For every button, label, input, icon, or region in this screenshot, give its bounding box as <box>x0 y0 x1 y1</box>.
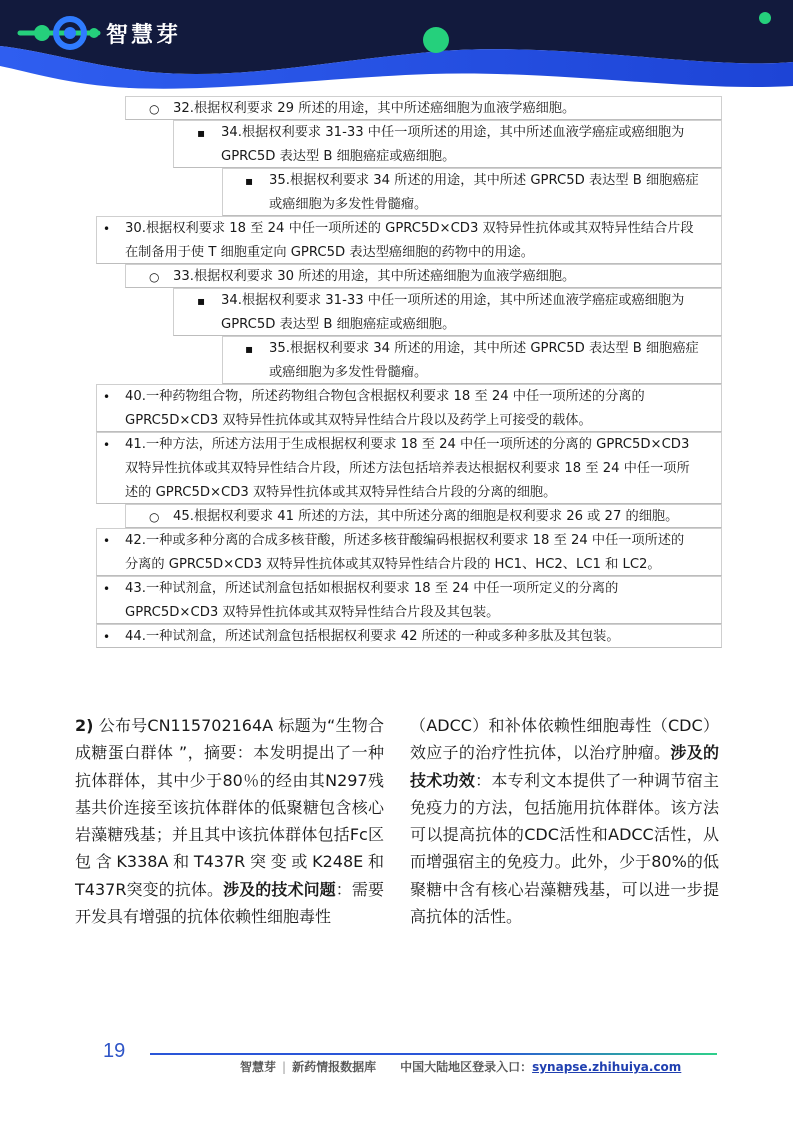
claim-bullet: • <box>103 222 111 236</box>
claim-text-line: 或癌细胞为多发性骨髓瘤。 <box>269 365 428 380</box>
claim-item <box>96 624 722 648</box>
claim-bullet: ▪ <box>245 174 254 188</box>
footer-entry-label: 中国大陆地区登录入口： <box>400 1060 533 1074</box>
claim-item <box>173 288 722 336</box>
claim-item <box>125 264 722 288</box>
effect-label: 涉及的技术功效 <box>410 743 719 790</box>
claim-bullet: ○ <box>149 510 160 524</box>
claim-item <box>96 216 722 264</box>
claim-bullet: ○ <box>149 102 160 116</box>
claim-text-line: 41.一种方法，所述方法用于生成根据权利要求 18 至 24 中任一项所述的分离的 GPRC5D×CD3 <box>125 437 690 452</box>
claim-text-line: 分离的 GPRC5D×CD3 双特异性抗体或其双特异性结合片段的 HC1、HC2、LC1 和 LC2。 <box>125 557 661 572</box>
problem-text: ：需要开发具有增强的抗体依赖性细胞毒性 <box>75 879 384 927</box>
claim-bullet: ▪ <box>197 126 206 140</box>
claim-text-line: 30.根据权利要求 18 至 24 中任一项所述的 GPRC5D×CD3 双特异性抗体或其双特异性结合片段 <box>125 221 694 236</box>
claim-text-line: 32.根据权利要求 29 所述的用途，其中所述癌细胞为血液学癌细胞。 <box>173 101 576 116</box>
page-header <box>0 0 793 92</box>
claim-bullet: ○ <box>149 270 160 284</box>
footer-link[interactable]: synapse.zhihuiya.com <box>532 1060 682 1074</box>
claim-item <box>96 432 722 504</box>
paragraph-number: 2) <box>75 716 94 735</box>
claim-text-line: 42.一种或多种分离的合成多核苷酸，所述多核苷酸编码根据权利要求 18 至 24 中任一项所述的 <box>125 533 685 548</box>
claim-text-line: 述的 GPRC5D×CD3 双特异性抗体或其双特异性结合片段的分离的细胞。 <box>125 485 557 500</box>
brand-name: 智慧芽 <box>106 23 182 48</box>
patent-abstract: 公布号CN115702164A 标题为“生物合成糖蛋白群体 ”，摘要：本发明提出了一种抗体群体，其中少于80％的经由其N297残基共价连接至该抗体群体的低聚糖包含核心岩藻糖残基；并且其中该抗体群体包括Fc区包含K338A和T437R突变或K248E和T437R突变的抗体。 <box>75 716 384 899</box>
claim-item <box>125 504 722 528</box>
claim-bullet: ▪ <box>197 294 206 308</box>
claim-bullet: • <box>103 438 111 452</box>
claim-text-line: 40.一种药物组合物，所述药物组合物包含根据权利要求 18 至 24 中任一项所述的分离的 <box>125 389 645 404</box>
effect-text: ：本专利文本提供了一种调节宿主免疫力的方法，包括施用抗体群体。该方法可以提高抗体的CDC活性和ADCC活性，从而增强宿主的免疫力。此外，少于80%的低聚糖中含有核心岩藻糖残基，可以进一步提高抗体的活性。 <box>410 770 719 927</box>
paragraph-left <box>75 712 384 930</box>
claim-item <box>173 120 722 168</box>
decor-dot-large <box>423 27 449 53</box>
claim-item <box>222 336 722 384</box>
paragraph-right <box>410 712 719 930</box>
claim-text-line: 35.根据权利要求 34 所述的用途，其中所述 GPRC5D 表达型 B 细胞癌症 <box>269 341 699 356</box>
claim-item <box>222 168 722 216</box>
claim-text-line: 33.根据权利要求 30 所述的用途，其中所述癌细胞为血液学癌细胞。 <box>173 269 576 284</box>
claim-text-line: GPRC5D 表达型 B 细胞癌症或癌细胞。 <box>221 317 456 332</box>
claim-text-line: GPRC5D×CD3 双特异性抗体或其双特异性结合片段及其包装。 <box>125 605 500 620</box>
claim-bullet: • <box>103 534 111 548</box>
footer-brand: 智慧芽 <box>240 1060 277 1074</box>
claim-text-line: 34.根据权利要求 31-33 中任一项所述的用途，其中所述血液学癌症或癌细胞为 <box>221 125 685 140</box>
footer-separator: | <box>282 1060 287 1074</box>
claim-item <box>96 528 722 576</box>
claim-text-line: 43.一种试剂盒，所述试剂盒包括如根据权利要求 18 至 24 中任一项所定义的分离的 <box>125 581 619 596</box>
footer-product: 新药情报数据库 <box>292 1060 377 1074</box>
decor-dot-small <box>759 12 771 24</box>
claim-bullet: • <box>103 390 111 404</box>
claim-text-line: 45.根据权利要求 41 所述的方法，其中所述分离的细胞是权利要求 26 或 27 的细胞。 <box>173 509 679 524</box>
page-number: 19 <box>103 1040 126 1062</box>
problem-text-continued: （ADCC）和补体依赖性细胞毒性（CDC）效应子的治疗性抗体，以治疗肿瘤。 <box>410 716 719 763</box>
claim-text-line: 44.一种试剂盒，所述试剂盒包括根据权利要求 42 所述的一种或多种多肽及其包装。 <box>125 629 620 644</box>
footer-info <box>240 1058 681 1075</box>
claim-text-line: GPRC5D×CD3 双特异性抗体或其双特异性结合片段以及药学上可接受的载体。 <box>125 413 592 428</box>
claim-text-line: 双特异性抗体或其双特异性结合片段，所述方法包括培养表达根据权利要求 18 至 24 中任一项所 <box>125 461 690 476</box>
footer-divider <box>150 1053 717 1055</box>
claim-text-line: 或癌细胞为多发性骨髓瘤。 <box>269 197 428 212</box>
claim-item <box>96 384 722 432</box>
claim-text-line: 35.根据权利要求 34 所述的用途，其中所述 GPRC5D 表达型 B 细胞癌症 <box>269 173 699 188</box>
claim-bullet: • <box>103 630 111 644</box>
claim-item <box>96 576 722 624</box>
claim-bullet: • <box>103 582 111 596</box>
claim-item <box>125 96 722 120</box>
problem-label: 涉及的技术问题 <box>223 879 336 899</box>
claim-bullet: ▪ <box>245 342 254 356</box>
claim-text-line: 在制备用于使 T 细胞重定向 GPRC5D 表达型癌细胞的药物中的用途。 <box>125 245 534 260</box>
claim-text-line: GPRC5D 表达型 B 细胞癌症或癌细胞。 <box>221 149 456 164</box>
claim-text-line: 34.根据权利要求 31-33 中任一项所述的用途，其中所述血液学癌症或癌细胞为 <box>221 293 685 308</box>
